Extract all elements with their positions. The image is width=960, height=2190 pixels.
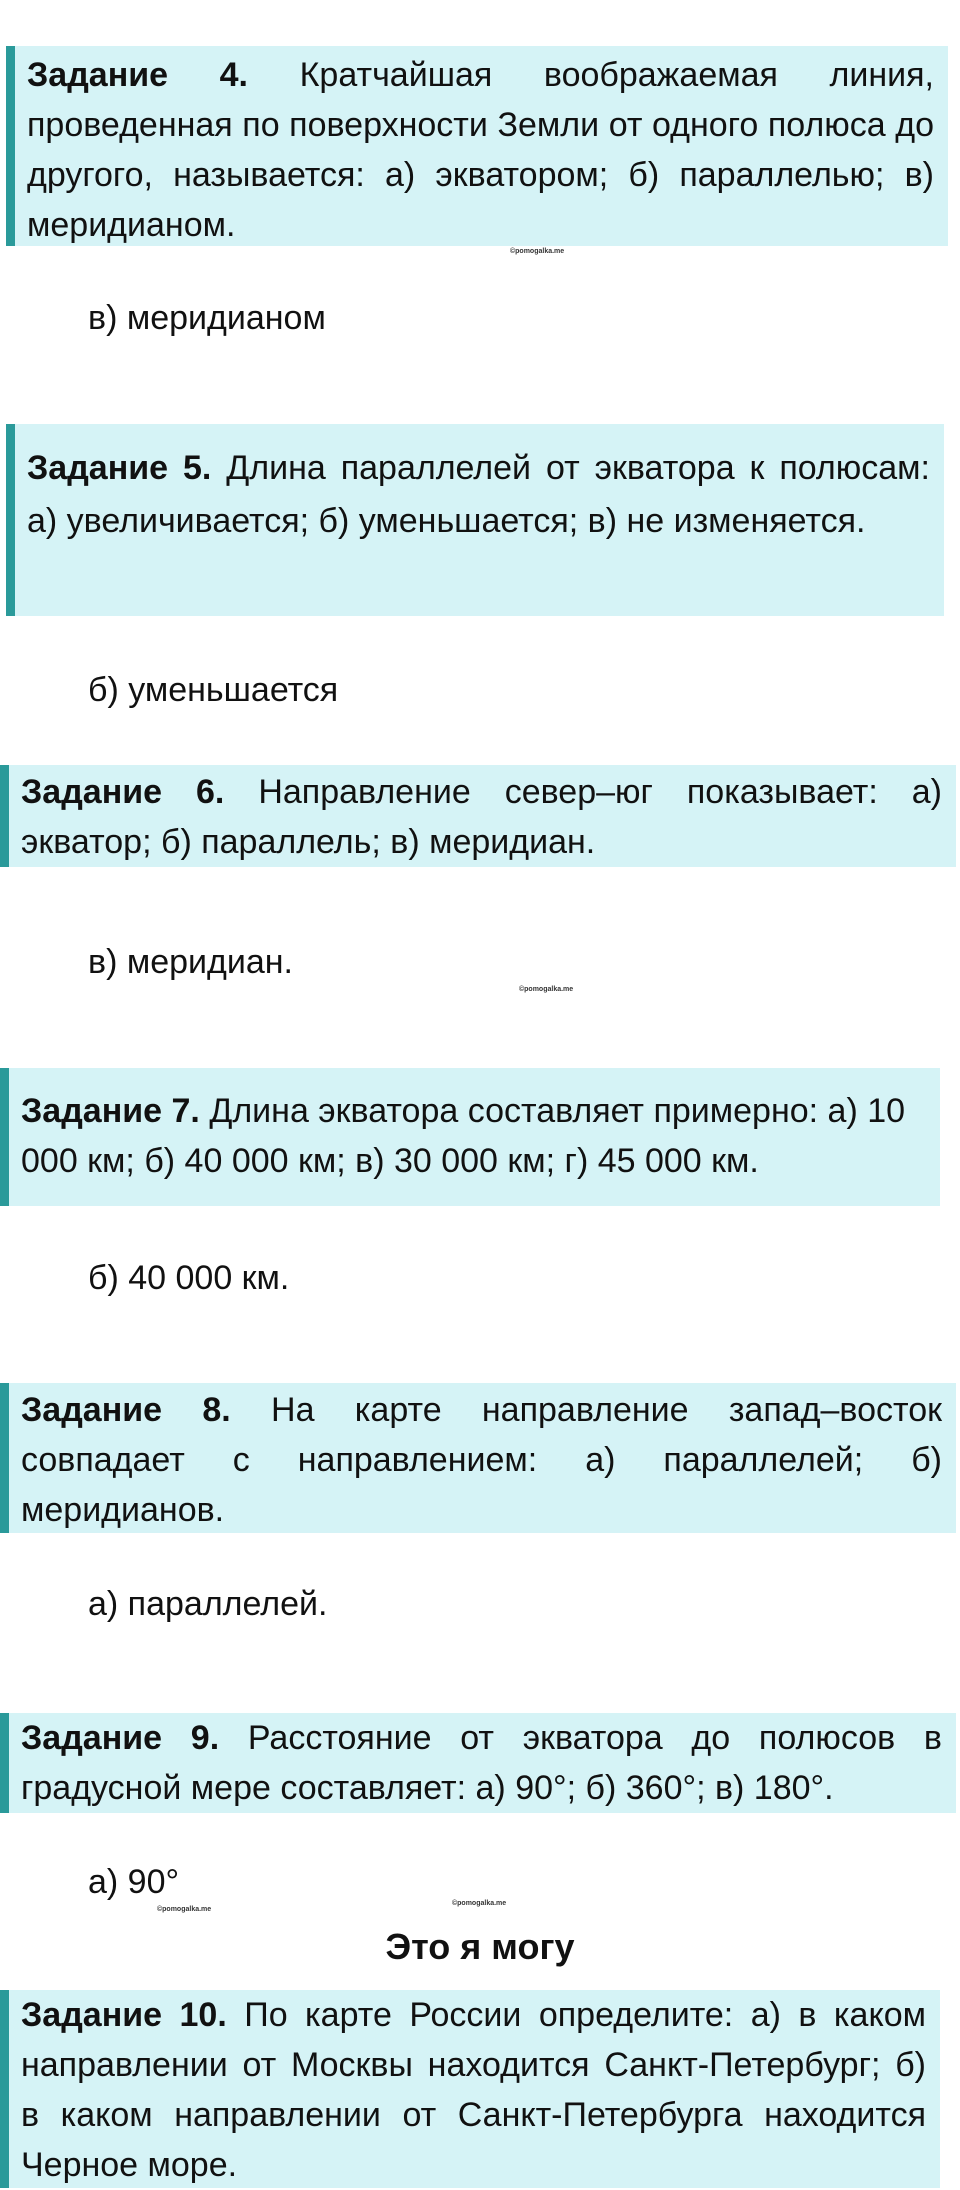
task-7-label: Задание 7. [21,1092,200,1130]
watermark: ©pomogalka.me [519,986,574,993]
task-9-text: Расстояние от экватора до полюсов в градусной мере составляет: а) 90°; б) 360°; в) 180°. [21,1719,942,1807]
task-9-label: Задание 9. [21,1719,220,1757]
task-5-box [6,424,944,616]
task-8-label: Задание 8. [21,1391,231,1429]
task-4-answer: в) меридианом [88,299,326,337]
watermark: ©pomogalka.me [157,1906,212,1913]
task-5-text: Длина параллелей от экватора к полюсам: а) увеличивается; б) уменьшается; в) не изменяется. [27,449,930,540]
task-4-box [6,46,948,246]
section-title: Это я могу [385,1926,575,1967]
task-10-box [0,1990,940,2188]
task-6-label: Задание 6. [21,773,225,811]
task-6-text: Направление север–юг показывает: а) экватор; б) параллель; в) меридиан. [21,773,942,861]
task-8-box [0,1383,956,1533]
task-10-text: По карте России определите: а) в каком направлении от Москвы находится Санкт-Петербург; б) в каком направлении от Санкт-Петербурга находится Черное море. [21,1996,926,2184]
task-10-label: Задание 10. [21,1996,227,2034]
task-6-box [0,765,956,867]
task-5-label: Задание 5. [27,449,212,487]
task-8-answer: а) параллелей. [88,1585,328,1623]
task-8-text: На карте направление запад–восток совпадает с направлением: а) параллелей; б) меридианов. [21,1391,942,1529]
task-4-label: Задание 4. [27,56,249,94]
task-7-answer: б) 40 000 км. [88,1259,290,1297]
task-5-answer: б) уменьшается [88,671,339,709]
watermark: ©pomogalka.me [510,248,565,255]
watermark: ©pomogalka.me [452,1900,507,1907]
task-4-text: Кратчайшая воображаемая линия, проведенная по поверхности Земли от одного полюса до другого, называется: а) экватором; б) параллелью; в) меридианом. [27,56,934,244]
task-6-answer: в) меридиан. [88,943,293,981]
task-7-box [0,1068,940,1206]
task-9-box [0,1713,956,1813]
task-9-answer: а) 90° [88,1863,180,1901]
task-7-text: Длина экватора составляет примерно: а) 10 000 км; б) 40 000 км; в) 30 000 км; г) 45 000 км. [21,1092,906,1180]
